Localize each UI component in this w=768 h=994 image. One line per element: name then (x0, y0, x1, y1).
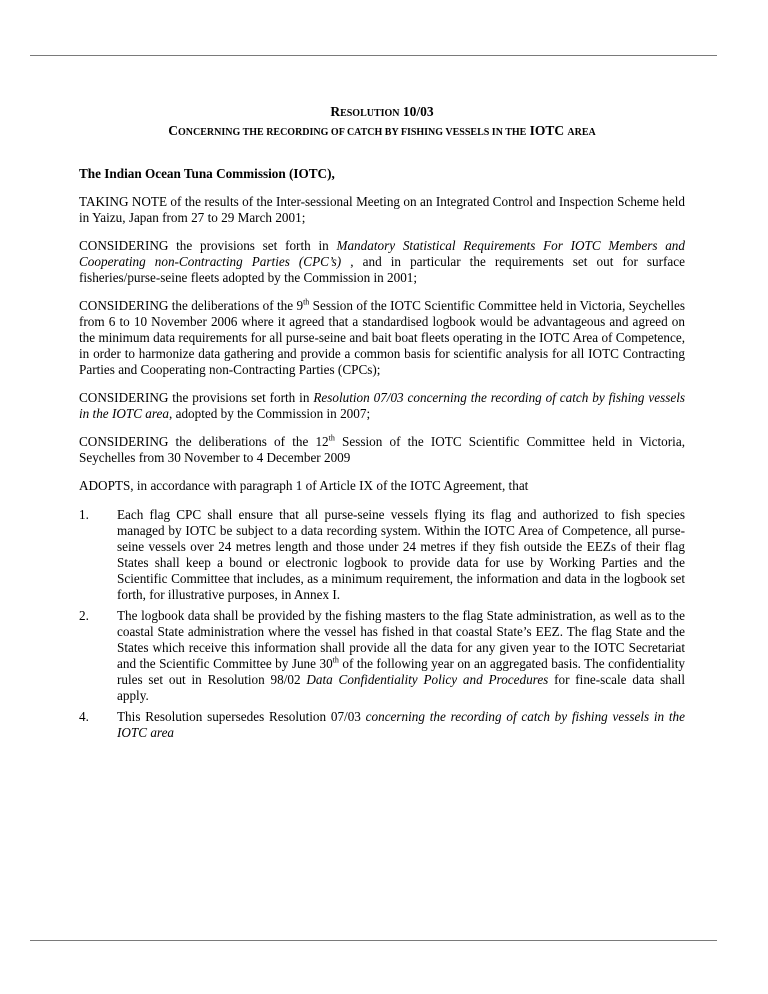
title-initial: R (330, 104, 341, 119)
item-text-part: for fine-scale data shall apply. (117, 672, 685, 703)
preamble-text: Session of the IOTC Scientific Committee held in Victoria, Seychelles from 6 to 10 November 2006 where it agreed that a standardised logbook would be advantageous and agreed on the minimum data requirements for all purse-seine and bait boat fleets operating in the IOTC Area of Competence, in order to harmonize data gathering and provide a common basis for scientific analysis for all IOTC Contracting Parties and Cooperating non-Contracting Parties (CPCs); (79, 298, 685, 377)
preamble-considering-1 (79, 238, 685, 286)
item-text-part: This Resolution supersedes Resolution 07/03 (117, 709, 366, 724)
preamble-text: CONSIDERING the provisions set forth in (79, 390, 314, 405)
commission-heading: The Indian Ocean Tuna Commission (IOTC), (79, 166, 335, 181)
preamble-italic-reference: Mandatory Statistical Requirements For IOTC Members and Cooperating non-Contracting Parties (CPC’s) (79, 238, 685, 269)
top-divider (30, 55, 717, 56)
item-number: 1. (79, 507, 89, 522)
subtitle-area: AREA (567, 127, 596, 138)
adopts-word: ADOPTS, (79, 478, 134, 493)
item-text-part: of the following year on an aggregated basis. The confidentiality rules set out in Resolution 98/02 (117, 656, 686, 687)
preamble-considering-3 (79, 390, 685, 422)
title-prefix: ESOLUTION (340, 108, 400, 119)
preamble-considering-2 (79, 298, 685, 378)
operative-paragraphs (79, 507, 685, 741)
ordinal-suffix: th (332, 655, 339, 665)
item-text (117, 608, 685, 704)
list-item (79, 608, 685, 704)
resolution-title (79, 103, 685, 122)
item-italic-reference: Data Confidentiality Policy and Procedures (306, 672, 549, 687)
item-text (117, 709, 685, 741)
list-item (79, 709, 685, 741)
item-number: 2. (79, 608, 89, 623)
preamble-italic-reference: Resolution 07/03 concerning the recording of catch by fishing vessels in the IOTC area (79, 390, 685, 421)
bottom-divider (30, 940, 717, 941)
resolution-number: 10/03 (402, 104, 434, 119)
preamble-text: , and in particular the requirements set out for surface fisheries/purse-seine fleets adopted by the Commission in 2001; (79, 254, 685, 285)
preamble-text: Session of the IOTC Scientific Committee held in Victoria, Seychelles from 30 November to 4 December 2009 (79, 434, 685, 465)
adopts-text: in accordance with paragraph 1 of Article IX of the IOTC Agreement, that (133, 478, 529, 493)
subtitle-initial: C (168, 123, 179, 138)
preamble-taking-note: TAKING NOTE of the results of the Inter-sessional Meeting on an Integrated Control and Inspection Scheme held in Yaizu, Japan from 27 to 29 March 2001; (79, 194, 685, 225)
preamble-text: CONSIDERING the deliberations of the 12 (79, 434, 329, 449)
item-italic-reference: concerning the recording of catch by fishing vessels in the IOTC area (117, 709, 685, 740)
resolution-subtitle (59, 122, 705, 141)
subtitle-iotc: IOTC (529, 123, 565, 138)
document-body (79, 103, 685, 746)
item-text-part: The logbook data shall be provided by the fishing masters to the flag State administration, as well as to the coastal State administration where the vessel has fished in that coastal State’s EEZ. The flag State and the States which receive this information shall provide all the data for any given year to the IOTC Secretariat and the Scientific Committee by June 30 (117, 608, 685, 671)
ordinal-suffix: th (303, 297, 310, 307)
subtitle-text: ONCERNING THE RECORDING OF CATCH BY FISHING VESSELS IN THE (178, 127, 527, 138)
preamble-considering-4 (79, 434, 685, 466)
preamble-text: CONSIDERING the deliberations of the 9 (79, 298, 304, 313)
item-text: Each flag CPC shall ensure that all purse-seine vessels flying its flag and authorized to fish species managed by IOTC be subject to a data recording system. Within the IOTC Area of Competence, all purse-seine vessels over 24 metres length and those under 24 metres if they fish outside the EEZs of their flag States shall keep a bound or electronic logbook to provide data for use by Working Parties and the Scientific Committee that includes, as a minimum requirement, the information and data in the logbook set forth, for illustrative purposes, in Annex I. (117, 507, 685, 602)
list-item (79, 507, 685, 603)
preamble-text: CONSIDERING the provisions set forth in (79, 238, 337, 253)
adopts-clause (79, 478, 685, 494)
preamble-text: , adopted by the Commission in 2007; (169, 406, 371, 421)
item-number: 4. (79, 709, 89, 724)
ordinal-suffix: th (328, 433, 335, 443)
